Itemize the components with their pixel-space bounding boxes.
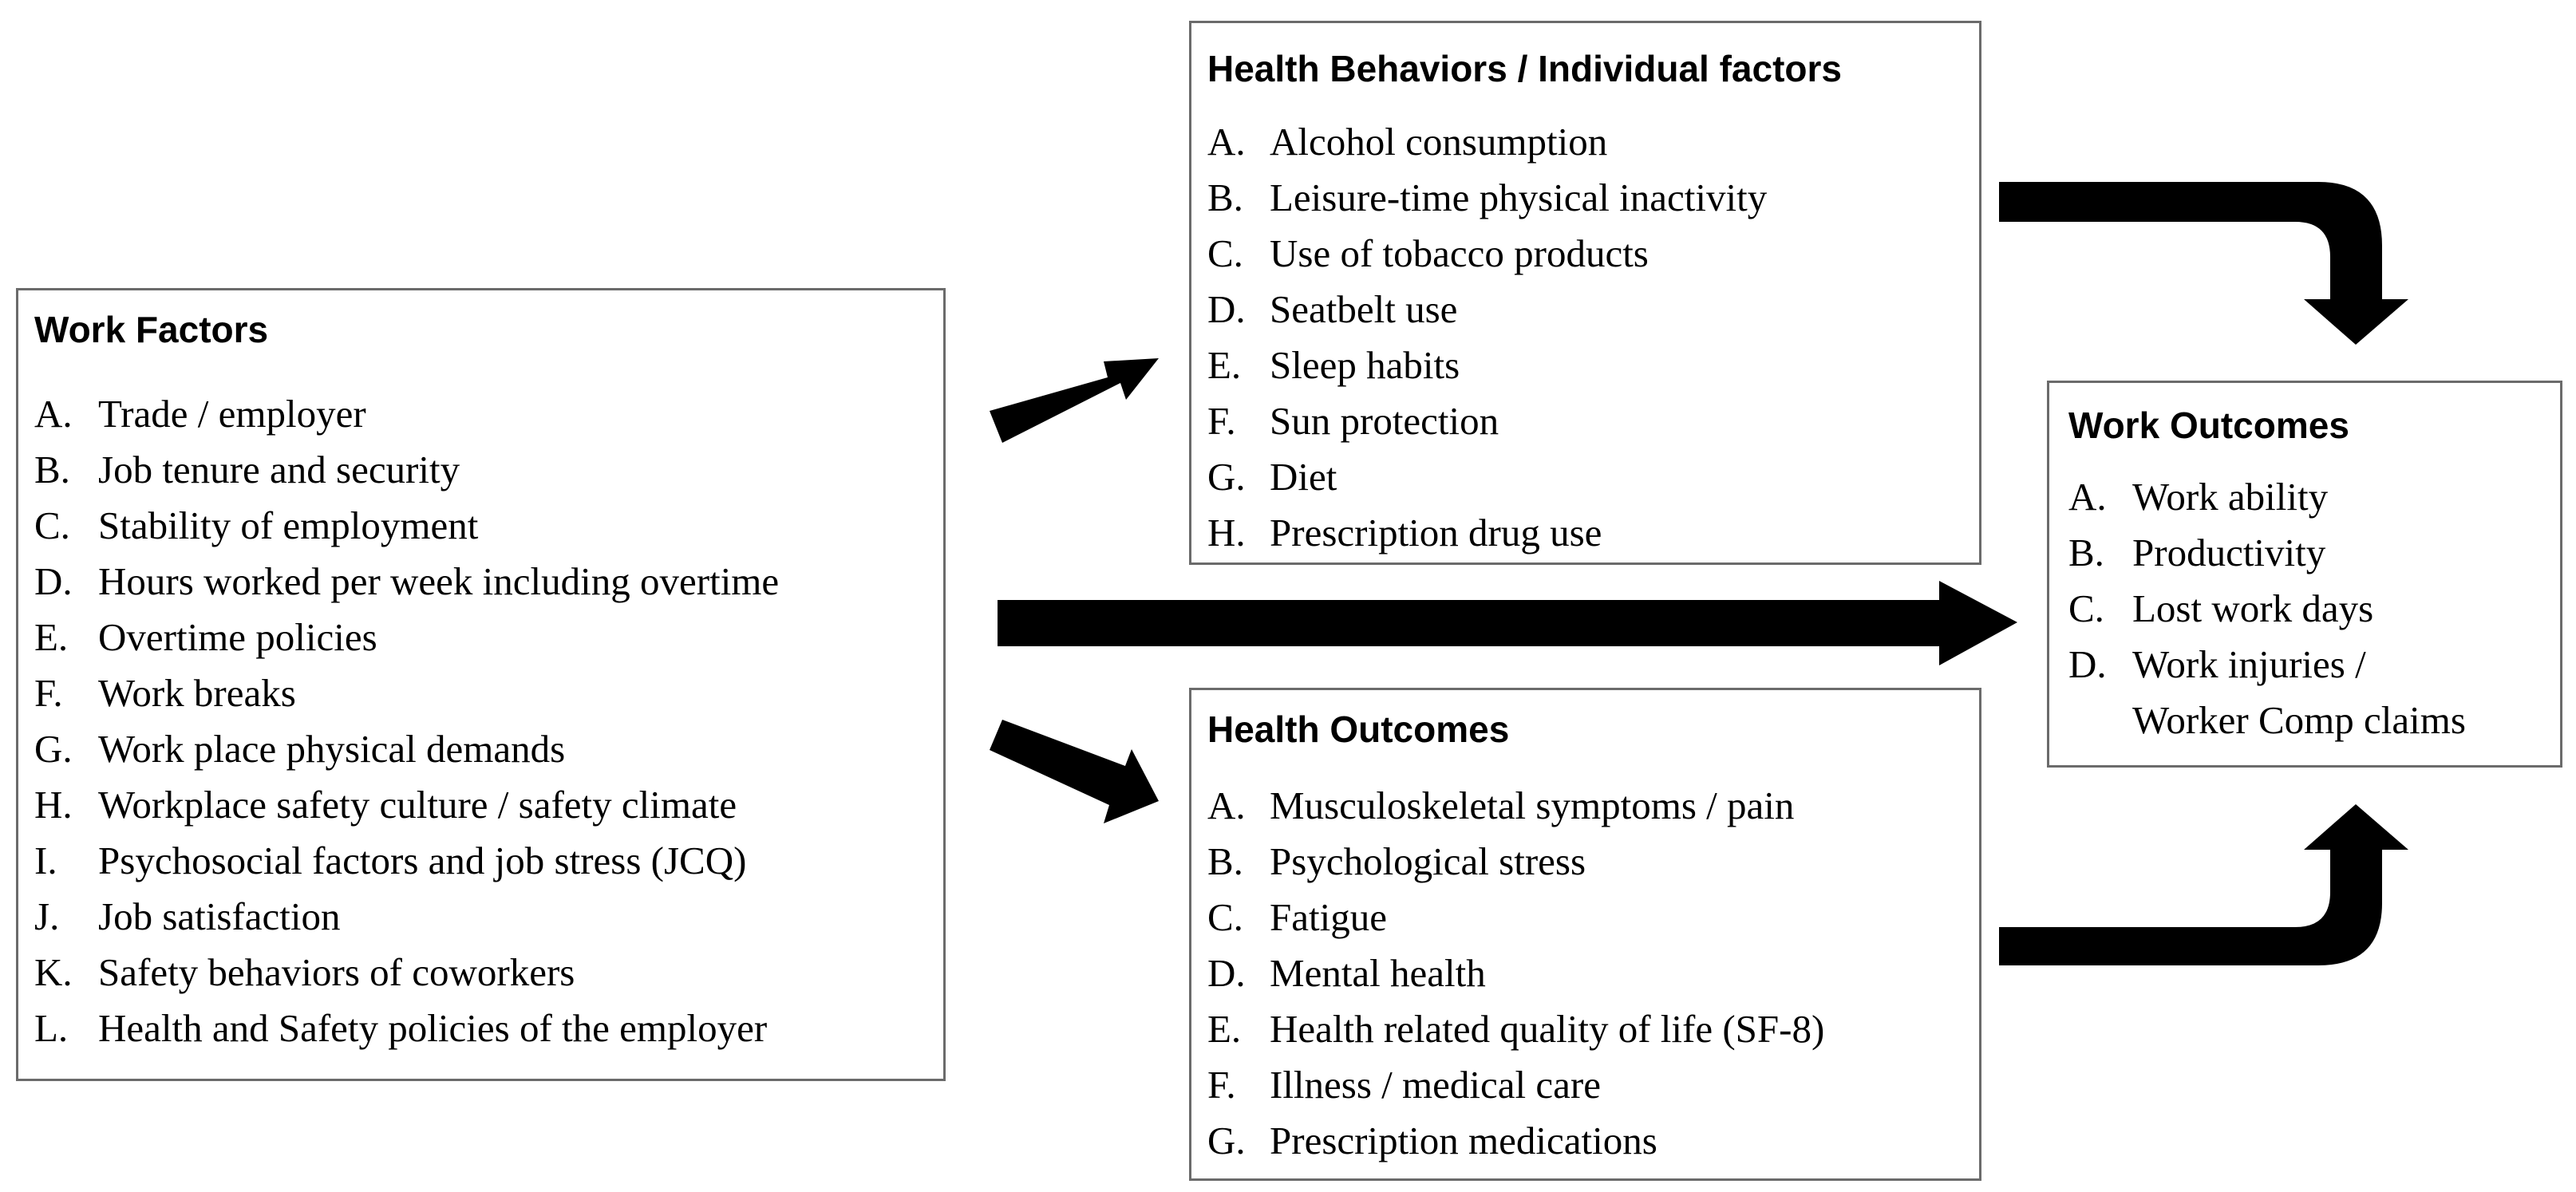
item-letter: D. [34, 559, 73, 603]
item-letter: A. [1207, 120, 1246, 164]
item-text: Productivity [2132, 531, 2326, 574]
item-text: Trade / employer [98, 392, 366, 436]
health-behaviors-title: Health Behaviors / Individual factors [1207, 48, 1842, 89]
item-text: Work breaks [98, 671, 296, 715]
work-factors-box [16, 288, 946, 1081]
item-text: Mental health [1270, 951, 1486, 995]
item-text: Leisure-time physical inactivity [1270, 176, 1768, 219]
item-text: Health related quality of life (SF-8) [1270, 1007, 1825, 1051]
item-text: Psychosocial factors and job stress (JCQ) [98, 839, 747, 882]
item-text: Job satisfaction [98, 894, 341, 938]
item-text: Lost work days [2132, 586, 2374, 630]
work-outcomes-title: Work Outcomes [2068, 405, 2349, 446]
item-text: Work ability [2132, 475, 2329, 519]
item-letter: E. [34, 615, 69, 659]
item-letter: G. [34, 727, 73, 771]
item-letter: F. [34, 671, 63, 715]
item-letter: A. [2068, 475, 2107, 519]
item-text: Psychological stress [1270, 839, 1586, 883]
item-text: Illness / medical care [1270, 1063, 1601, 1107]
item-text: Fatigue [1270, 895, 1387, 939]
item-text: Health and Safety policies of the employer [98, 1006, 768, 1050]
item-text: Overtime policies [98, 615, 377, 659]
item-letter: E. [1207, 343, 1242, 387]
item-letter: D. [1207, 951, 1246, 995]
item-text: Worker Comp claims [2132, 698, 2466, 742]
item-text: Job tenure and security [98, 448, 460, 491]
item-letter: A. [1207, 783, 1246, 827]
item-letter: E. [1207, 1007, 1242, 1051]
item-letter: D. [2068, 642, 2107, 686]
item-letter: C. [1207, 231, 1243, 275]
item-text: Hours worked per week including overtime [98, 559, 780, 603]
arrow-health-outcomes-to-work-outcomes [1999, 804, 2408, 965]
item-letter: H. [34, 783, 73, 827]
item-text: Alcohol consumption [1270, 120, 1608, 164]
item-letter: B. [34, 448, 70, 491]
arrow-work-factors-to-health-outcomes [990, 720, 1159, 823]
item-letter: L. [34, 1006, 69, 1050]
work-factors-title: Work Factors [34, 309, 269, 350]
item-letter: G. [1207, 1119, 1246, 1162]
health-outcomes-box [1189, 688, 1981, 1181]
arrow-work-factors-to-health-behaviors [990, 358, 1159, 443]
item-letter: F. [1207, 399, 1236, 443]
item-text: Seatbelt use [1270, 287, 1458, 331]
item-letter: A. [34, 392, 73, 436]
arrow-work-factors-to-work-outcomes [998, 581, 2017, 665]
item-letter: F. [1207, 1063, 1236, 1107]
item-letter: C. [1207, 895, 1243, 939]
item-letter: C. [34, 503, 70, 547]
item-text: Prescription medications [1270, 1119, 1657, 1162]
item-letter: B. [1207, 839, 1243, 883]
health-outcomes-title: Health Outcomes [1207, 708, 1510, 750]
item-letter: C. [2068, 586, 2104, 630]
item-text: Sun protection [1270, 399, 1499, 443]
arrow-health-behaviors-to-work-outcomes [1999, 182, 2408, 345]
item-text: Workplace safety culture / safety climate [98, 783, 737, 827]
item-text: Sleep habits [1270, 343, 1460, 387]
item-letter: B. [2068, 531, 2104, 574]
item-text: Use of tobacco products [1270, 231, 1649, 275]
item-letter: I. [34, 839, 57, 882]
item-text: Diet [1270, 455, 1337, 499]
work-outcomes-box [2047, 381, 2562, 768]
item-letter: B. [1207, 176, 1243, 219]
item-text: Stability of employment [98, 503, 479, 547]
item-text: Work place physical demands [98, 727, 566, 771]
item-text: Prescription drug use [1270, 511, 1602, 555]
item-text: Work injuries / [2132, 642, 2366, 686]
item-letter: G. [1207, 455, 1246, 499]
item-letter: H. [1207, 511, 1246, 555]
item-text: Safety behaviors of coworkers [98, 950, 575, 994]
health-behaviors-box [1189, 21, 1981, 565]
item-letter: J. [34, 894, 60, 938]
item-letter: D. [1207, 287, 1246, 331]
item-text: Musculoskeletal symptoms / pain [1270, 783, 1795, 827]
item-letter: K. [34, 950, 73, 994]
